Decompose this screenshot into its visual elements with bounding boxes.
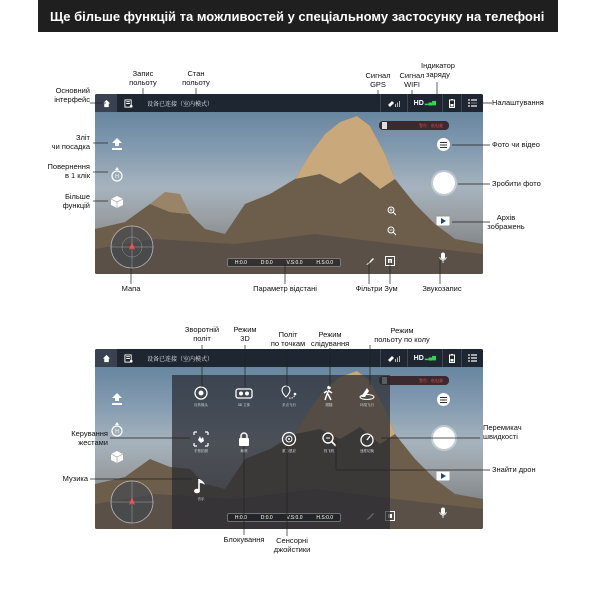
audio-record-button[interactable] — [439, 252, 447, 264]
wifi-signal — [407, 94, 442, 112]
shutter-button[interactable] — [433, 172, 455, 194]
audio-record-button[interactable] — [439, 507, 447, 519]
photo-video-toggle[interactable] — [437, 138, 450, 151]
callout-zoom: Зум — [384, 284, 398, 293]
telemetry-height: H:0.0 — [234, 259, 247, 266]
lock-icon — [236, 431, 252, 447]
telemetry-height: H:0.0 — [234, 514, 247, 521]
callout-more-functions: Більше функцій — [62, 192, 90, 210]
callout-orbit-mode: Режим польоту по колу — [374, 326, 430, 344]
top-status-bar — [95, 349, 483, 367]
gps-signal — [380, 349, 407, 367]
home-icon — [102, 354, 111, 363]
hand-gesture-icon — [193, 431, 209, 447]
warning-text: 警告：低电量 — [419, 377, 443, 383]
telemetry-vspeed: V.S:0.0 — [286, 259, 303, 266]
gps-satellite-icon — [387, 99, 401, 107]
callout-distance-param: Параметр відстані — [253, 284, 317, 293]
photo-video-toggle[interactable] — [437, 393, 450, 406]
shutter-button[interactable] — [433, 427, 455, 449]
telemetry-bar — [227, 513, 341, 522]
reverse-flight-button[interactable] — [184, 385, 218, 408]
callout-return-one-click: Повернення в 1 клік — [47, 162, 90, 180]
music-button[interactable] — [184, 477, 218, 502]
telemetry-bar — [227, 258, 341, 267]
zoom-panel-button[interactable] — [385, 256, 395, 266]
battery-indicator — [442, 349, 461, 367]
hd-label: HD — [413, 99, 424, 107]
return-home-button[interactable] — [109, 421, 125, 437]
battery-icon — [449, 354, 455, 363]
music-note-icon — [193, 477, 209, 495]
svg-text:H: H — [115, 429, 119, 435]
find-drone-button[interactable] — [312, 431, 346, 454]
cube-icon — [110, 450, 124, 464]
filter-pen-icon — [365, 256, 375, 266]
app-screen-functions — [95, 349, 483, 529]
takeoff-landing-button[interactable] — [109, 136, 125, 152]
panel-item-label: 3D 立体 — [237, 403, 251, 407]
microphone-icon — [439, 507, 447, 519]
return-home-button[interactable] — [109, 166, 125, 182]
callout-audio-record: Звукозапис — [422, 284, 462, 293]
callout-take-photo: Зробити фото — [492, 179, 541, 188]
record-flight-icon — [124, 99, 133, 108]
record-flight-icon — [124, 354, 133, 363]
mode-3d-button[interactable] — [227, 385, 261, 408]
gallery-icon — [436, 214, 450, 226]
gesture-control-button[interactable] — [184, 431, 218, 454]
panel-item-label: 多点飞行 — [282, 403, 296, 407]
callout-main-ui: Основний інтерфейс — [54, 86, 90, 104]
warning-bar — [379, 121, 449, 130]
gallery-button[interactable] — [436, 469, 450, 481]
callout-wifi-signal: Сигнал WIFI — [399, 71, 425, 89]
banner-title: Ще більше функцій та можливостей у спеціальному застосунку на телефоні — [38, 0, 558, 32]
settings-button[interactable] — [461, 94, 483, 112]
callout-waypoint-flight: Політ по точкам — [270, 330, 306, 348]
takeoff-landing-button[interactable] — [109, 391, 125, 407]
callout-photo-or-video: Фото чи відео — [492, 140, 540, 149]
menu-lines-icon — [440, 397, 447, 403]
home-icon — [102, 99, 111, 108]
gallery-button[interactable] — [436, 214, 450, 226]
return-home-icon — [109, 421, 125, 437]
speed-switch-button[interactable] — [350, 431, 384, 454]
list-menu-icon — [468, 354, 477, 362]
vr-glasses-icon — [235, 385, 253, 401]
filters-button[interactable] — [365, 256, 375, 266]
waypoint-flight-button[interactable] — [272, 385, 306, 408]
callout-gps-signal: Сигнал GPS — [365, 71, 391, 89]
cube-icon — [110, 195, 124, 209]
callout-filters: Фільтри — [355, 284, 383, 293]
mini-map[interactable] — [109, 224, 155, 270]
gps-satellite-icon — [387, 354, 401, 362]
telemetry-distance: D:0.0 — [260, 259, 273, 266]
home-button[interactable] — [95, 94, 117, 112]
follow-mode-button[interactable] — [312, 385, 346, 408]
callout-find-drone: Знайти дрон — [492, 465, 536, 474]
more-functions-button[interactable] — [109, 194, 125, 210]
callout-flight-status: Стан польоту — [182, 69, 210, 87]
mini-map[interactable] — [109, 479, 155, 525]
record-flight-button[interactable] — [117, 349, 139, 367]
callout-record-flight: Запис польоту — [129, 69, 157, 87]
app-screen-main — [95, 94, 483, 274]
callout-takeoff-landing: Зліт чи посадка — [51, 133, 90, 151]
panel-item-label: 跟随 — [325, 403, 333, 407]
shutter-icon — [433, 427, 455, 449]
panel-item-label: 手势拍照 — [194, 449, 208, 453]
microphone-icon — [439, 252, 447, 264]
zoom-out-icon — [387, 226, 397, 236]
orbit-mode-button[interactable] — [350, 385, 384, 408]
panel-item-label: 解锁 — [240, 449, 248, 453]
callout-map: Мапа — [121, 284, 141, 293]
callout-follow-mode: Режим слідування — [310, 330, 350, 348]
zoom-frame-icon — [385, 256, 395, 266]
joystick-icon — [281, 431, 297, 447]
telemetry-hspeed: H.S:0.0 — [316, 259, 334, 266]
flight-status-text: 设备已连接（室内模式） — [147, 356, 214, 363]
takeoff-icon — [110, 392, 124, 406]
callout-mode-3d: Режим 3D — [233, 325, 257, 343]
callout-charge-indicator: Індикатор заряду — [421, 61, 455, 79]
zoom-in-icon — [387, 206, 397, 216]
zoom-in-button[interactable] — [387, 206, 397, 216]
panel-item-label: 速度切换 — [360, 449, 374, 453]
callout-lock: Блокування — [223, 535, 265, 544]
record-flight-button[interactable] — [117, 94, 139, 112]
panel-item-label: 反转镜头 — [194, 403, 208, 407]
callout-speed-switch: Перемикач швидкості — [483, 423, 522, 441]
battery-icon — [449, 99, 455, 108]
svg-text:H: H — [115, 174, 119, 180]
gallery-icon — [436, 469, 450, 481]
gps-signal — [380, 94, 407, 112]
waypoint-icon — [281, 385, 297, 401]
telemetry-vspeed: V.S:0.0 — [286, 514, 303, 521]
callout-reverse-flight: Зворотній політ — [184, 325, 220, 343]
speedometer-icon — [359, 431, 375, 447]
callout-music: Музика — [62, 474, 88, 483]
takeoff-icon — [110, 137, 124, 151]
settings-button[interactable] — [461, 349, 483, 367]
wifi-signal — [407, 349, 442, 367]
battery-indicator — [442, 94, 461, 112]
callout-gesture-control: Керування жестами — [71, 429, 108, 447]
walker-icon — [321, 385, 337, 401]
telemetry-distance: D:0.0 — [260, 514, 273, 521]
panel-item-label: 环绕飞行 — [360, 403, 374, 407]
shutter-icon — [433, 172, 455, 194]
flight-status-text: 设备已连接（室内模式） — [147, 101, 214, 108]
home-button[interactable] — [95, 349, 117, 367]
warning-square-icon — [382, 122, 387, 129]
orbit-icon — [359, 385, 375, 401]
callout-touch-joystick: Сенсорні джойстики — [273, 536, 311, 554]
panel-item-label: 找飞机 — [323, 449, 335, 453]
telemetry-hspeed: H.S:0.0 — [316, 514, 334, 521]
panel-item-label: 音乐 — [197, 497, 205, 501]
warning-text: 警告：低电量 — [419, 122, 443, 128]
list-menu-icon — [468, 99, 477, 107]
touch-joystick-button[interactable] — [272, 431, 306, 454]
more-functions-button[interactable] — [109, 449, 125, 465]
functions-panel — [172, 375, 390, 529]
circle-arrow-icon — [193, 385, 209, 401]
wifi-bars-icon: ▂▄▆ — [424, 100, 436, 106]
callout-settings: Налаштування — [492, 98, 544, 107]
lock-button[interactable] — [227, 431, 261, 454]
callout-image-archive: Архів зображень — [487, 213, 525, 231]
hd-label: HD — [413, 354, 424, 362]
return-home-icon — [109, 166, 125, 182]
menu-lines-icon — [440, 142, 447, 148]
find-drone-icon — [321, 431, 337, 447]
panel-item-label: 重力感应 — [282, 449, 296, 453]
top-status-bar — [95, 94, 483, 112]
zoom-out-button[interactable] — [387, 226, 397, 236]
wifi-bars-icon: ▂▄▆ — [424, 355, 436, 361]
